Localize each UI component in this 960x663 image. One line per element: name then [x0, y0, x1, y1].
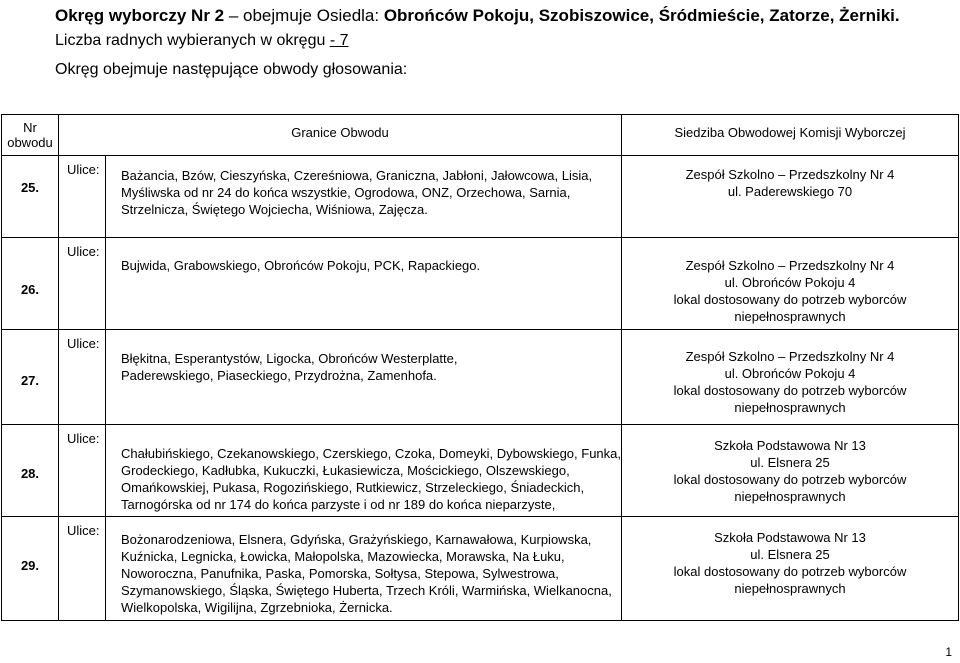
seat-line: ul. Obrońców Pokoju 4 [724, 275, 856, 290]
table-row [2, 330, 959, 425]
table-row [2, 425, 959, 517]
street-line: Kuźnicka, Legnicka, Łowicka, Małopolska, Mazowiecka, Morawska, Na Łuku, [121, 549, 565, 564]
streets-label: Ulice: [59, 425, 106, 517]
seat-line: Szkoła Podstawowa Nr 13 [714, 438, 866, 453]
street-line: Bażancia, Bzów, Cieszyńska, Czereśniowa, Graniczna, Jabłoni, Jałowcowa, Lisia, [121, 168, 593, 183]
seat-line: lokal dostosowany do potrzeb wyborców [673, 292, 907, 307]
seat-line: ul. Obrońców Pokoju 4 [724, 366, 856, 381]
commission-seat [622, 330, 959, 425]
district-estates: Obrońców Pokoju, Szobiszowice, Śródmieście, Zatorze, Żerniki. [383, 6, 900, 25]
district-covers-label: – obejmuje Osiedla: [224, 6, 384, 25]
precinct-streets [106, 425, 622, 517]
commission-seat [622, 156, 959, 238]
commission-seat [622, 238, 959, 330]
street-line: Szymanowskiego, Śląska, Świętego Huberta, Trzech Króli, Warmińska, Wielkanocna, [121, 583, 612, 598]
councillors-count-label: Liczba radnych wybieranych w okręgu [55, 32, 330, 49]
table-row [2, 238, 959, 330]
councillors-count-line [55, 32, 348, 50]
seat-line: ul. Elsnera 25 [750, 455, 830, 470]
header-commission-seat: Siedziba Obwodowej Komisji Wyborczej [622, 115, 959, 156]
seat-line: niepełnosprawnych [734, 400, 846, 415]
precinct-streets [106, 330, 622, 425]
street-line: Bożonarodzeniowa, Elsnera, Gdyńska, Grażyńskiego, Karnawałowa, Kurpiowska, [121, 532, 592, 547]
precinct-number: 25. [2, 156, 59, 238]
seat-line: ul. Elsnera 25 [750, 547, 830, 562]
precinct-number: 27. [2, 330, 59, 425]
table-row [2, 156, 959, 238]
precincts-table [1, 114, 959, 621]
seat-line: lokal dostosowany do potrzeb wyborców [673, 383, 907, 398]
street-line: Wielkopolska, Wigilijna, Zgrzebnioka, Żernicka. [121, 600, 393, 615]
street-line: Omańkowskiej, Pukasa, Rogozińskiego, Rutkiewicz, Strzeleckiego, Śniadeckich, [121, 480, 585, 495]
district-title [55, 6, 900, 26]
street-line: Grodeckiego, Kadłubka, Kukuczki, Łukasiewicza, Mościckiego, Olszewskiego, [121, 463, 570, 478]
streets-label: Ulice: [59, 517, 106, 621]
precinct-number: 26. [2, 238, 59, 330]
seat-line: niepełnosprawnych [734, 581, 846, 596]
table-row [2, 517, 959, 621]
street-line: Błękitna, Esperantystów, Ligocka, Obrońców Westerplatte, [121, 351, 458, 366]
streets-label: Ulice: [59, 238, 106, 330]
commission-seat [622, 517, 959, 621]
district-name: Okręg wyborczy Nr 2 [55, 6, 225, 25]
seat-line: ul. Paderewskiego 70 [727, 184, 853, 199]
precinct-streets [106, 156, 622, 238]
street-line: Paderewskiego, Piaseckiego, Przydrożna, Zamenhofa. [121, 368, 437, 383]
header-boundaries: Granice Obwodu [59, 115, 622, 156]
streets-label: Ulice: [59, 330, 106, 425]
precincts-intro: Okręg obejmuje następujące obwody głosowania: [55, 61, 408, 78]
seat-line: Zespół Szkolno – Przedszkolny Nr 4 [685, 258, 895, 273]
street-line: Tarnogórska od nr 174 do końca parzyste i od nr 189 do końca nieparzyste, [121, 497, 556, 512]
seat-line: Zespół Szkolno – Przedszkolny Nr 4 [685, 349, 895, 364]
seat-line: lokal dostosowany do potrzeb wyborców [673, 564, 907, 579]
table-header-row [2, 115, 959, 156]
seat-line: niepełnosprawnych [734, 489, 846, 504]
precinct-number: 28. [2, 425, 59, 517]
street-line: Bujwida, Grabowskiego, Obrońców Pokoju, PCK, Rapackiego. [121, 258, 481, 273]
seat-line: Zespół Szkolno – Przedszkolny Nr 4 [685, 167, 895, 182]
precinct-streets [106, 238, 622, 330]
precinct-streets [106, 517, 622, 621]
precinct-number: 29. [2, 517, 59, 621]
commission-seat [622, 425, 959, 517]
seat-line: niepełnosprawnych [734, 309, 846, 324]
councillors-count-value: - 7 [329, 32, 349, 49]
street-line: Strzelnicza, Świętego Wojciecha, Wiśniowa, Zajęcza. [121, 202, 428, 217]
streets-label: Ulice: [59, 156, 106, 238]
page-number: 1 [945, 645, 952, 659]
street-line: Chałubińskiego, Czekanowskiego, Czerskiego, Czoka, Domeyki, Dybowskiego, Funka, [121, 446, 622, 461]
header-precinct-number: Nr obwodu [2, 115, 59, 156]
seat-line: lokal dostosowany do potrzeb wyborców [673, 472, 907, 487]
street-line: Noworoczna, Panufnika, Paska, Pomorska, Sołtysa, Stepowa, Sylwestrowa, [121, 566, 559, 581]
street-line: Myśliwska od nr 24 do końca wszystkie, Ogrodowa, ONZ, Orzechowa, Sarnia, [121, 185, 571, 200]
seat-line: Szkoła Podstawowa Nr 13 [714, 530, 866, 545]
